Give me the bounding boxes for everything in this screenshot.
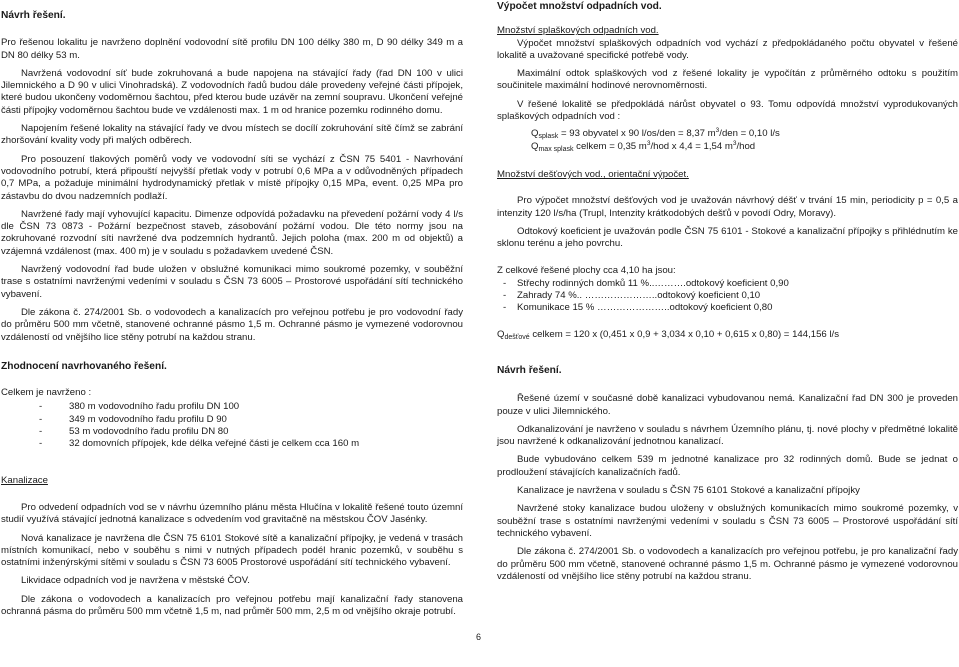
paragraph-narust-obyvatel: V řešené lokalitě se předpokládá nárůst obyvatel o 93. Tomu odpovídá množství vyprodukovaných splaškových odpadních vod : [497, 98, 958, 123]
paragraph-maximalni-odtok: Maximální odtok splaškových vod z řešené lokality je vypočítán z průměrného odtoku s použitím součinitele maximální hodinové nerovnoměrnosti. [497, 68, 958, 92]
heading-vypocet: Výpočet množství odpadních vod. [497, 1, 662, 12]
paragraph-tlakove-pomery: Pro posouzení tlakových poměrů vody ve vodovodní síti se vychází z ČSN 75 5401 - Navrhování vodovodního potrubí, která připouští nejvyšší přetlak vody v potrubí 0,6 MPa a v odůvodněných případech 0,7 MPa, a požaduje minimální hydrodynamický přetlak v místě přípojky 0,15 MPa, event. 0,25 MPa pro zástavbu do dvou nadzemních podlaží. [1, 153, 463, 202]
list-item: - 380 m vodovodního řadu profilu DN 100 [39, 401, 240, 413]
summary-list [1, 401, 463, 450]
paragraph-kapacita: Navržené řady mají vyhovující kapacitu. Dimenze odpovídá požadavku na převedení požární vody 4 l/s dle ČSN 73 0873 - Požární bezpečnost staveb, zásobování požární vodou. Dle této normy jsou na zokruhované rozvodní síti navržené dva podzemních hydrantů. Jejich poloha (max. 200 m od objektů) a vzájemná vzdálenost (max. 400 m) je v souladu s požadavkem uvedené ČSN. [1, 208, 463, 257]
heading-zhodnoceni: Zhodnocení navrhovaného řešení. [1, 360, 167, 372]
paragraph-splaskove-vypocet: Výpočet množství splaškových odpadních vod vychází z předpokládaného počtu obyvatel v řešené lokalitě a uvažované specifické potřebě vody. [497, 37, 958, 61]
paragraph-odkanalizovani: Odkanalizování je navrženo v souladu s návrhem Územního plánu, tj. nové plochy v předmětné lokalitě jsou navržené k odkanalizování jednotnou kanalizací. [497, 423, 958, 448]
list-item: - Zahrady 74 %.. …………………..odtokový koeficient 0,10 [503, 290, 761, 302]
heading-kanalizace: Kanalizace [1, 474, 48, 486]
list-item: - 53 m vodovodního řadu profilu DN 80 [39, 426, 229, 438]
summary-intro: Celkem je navrženo : [1, 387, 92, 399]
paragraph-navrhovy-dest: Pro výpočet množství dešťových vod je uvažován návrhový déšť v trvání 15 min, periodicity p = 0,5 a intenzity 120 l/s/ha (Trupl, Intenzity krátkodobých dešťů v povodí Odry, Moravy). [497, 195, 958, 219]
paragraph-likvidace: Likvidace odpadních vod je navržena v městské ČOV. [21, 575, 250, 587]
paragraph-zokruhovani: Napojením řešené lokality na stávající řady ve dvou místech se docílí zokruhování sítě čímž se zabrání zhoršování kvality vody při malých odběrech. [1, 123, 463, 147]
paragraph-csn-kanalizace: Kanalizace je navržena v souladu s ČSN 75 6101 Stokové a kanalizační přípojky [517, 485, 860, 497]
list-item: - 32 domovních přípojek, kde délka veřejné části je celkem cca 160 m [39, 438, 360, 450]
list-item: - Komunikace 15 % …………………..odtokový koeficient 0,80 [503, 302, 773, 314]
paragraph-zakon-ochranne-pasmo: Dle zákona č. 274/2001 Sb. o vodovodech a kanalizacích pro veřejnou potřebu, je pro kanalizační řady do průměru 500 mm včetně, stanovené ochranné pásmo 1,5 m. Ochranné pásmo je vymezené vodorovnou vzdáleností od vnějšího lice stěny potrubí na každou stranu. [497, 546, 958, 582]
paragraph-odtokovy-koeficient: Odtokový koeficient je uvažován podle ČSN 75 6101 - Stokové a kanalizační přípojky s přihlédnutím ke sklonu terénu a jeho povrchu. [497, 225, 958, 250]
formula-q-destove: $Q_{dešťové}$ celkem = 120 x (0,451 x 0,9 + 3,034 x 0,10 + 0,615 x 0,80) = 144,156 l/s [497, 328, 840, 341]
koeficient-list [497, 278, 958, 315]
formula-q-splask: $Q_{splask} = 93$ obyvatel x 90 l/os/den = 8,37 $m^3$/den = 0,10 l/s [531, 127, 780, 141]
plocha-intro: Z celkové řešené plochy cca 4,10 ha jsou: [497, 265, 676, 277]
paragraph-ochranne-pasmo: Dle zákona č. 274/2001 Sb. o vodovodech a kanalizacích pro veřejnou potřebu je pro vodovodní řady do průměru 500 mm včetně, stanovené ochranné pásmo 1,5 m. Ochranné pásmo je vymezené vodorovnou vzdáleností od vnějšího lice stěny potrubí na každou stranu. [1, 306, 463, 343]
formula-q-max-splask: $Q_{max splask}$ celkem = 0,35 $m^3$/hod x 4,4 = 1,54 $m^3$/hod [531, 139, 756, 153]
paragraph-ochranna-pasma-kanalizace: Dle zákona o vodovodech a kanalizacích pro veřejnou potřebu mají kanalizační řady stanovena ochranná pásma do průměru 500 mm včetně 1,5 m, nad průměr 500 mm, 2,5 m od vnějšího okraje potrubí. [1, 593, 463, 617]
heading-splaskove-vody: Množství splaškových odpadních vod. [497, 25, 659, 37]
paragraph-doplneni-site: Pro řešenou lokalitu je navrženo doplnění vodovodní sítě profilu DN 100 délky 380 m, D 90 délky 349 m a DN 80 délky 53 m. [1, 37, 463, 61]
paragraph-ulozeni-radu: Navržený vodovodní řad bude uložen v obslužné komunikaci mimo soukromé pozemky, v souběžní trase s ostatními navrženými vedeními v souladu s ČSN 73 6005 – Prostorové uspořádání sítí technického vybavení. [1, 264, 463, 300]
paragraph-nova-kanalizace: Nová kanalizace je navržena dle ČSN 75 6101 Stokové sítě a kanalizační přípojky, je vedená v trasách místních komunikací, nebo v souběhu s nimi v nutných případech podél hranic pozemků, v souběhu s ostatními inženýrskými sítěmi v souladu s ČSN 73 6005 Prostorové uspořádání sítí technického vybavení. [1, 532, 463, 569]
right-column [497, 0, 958, 583]
page-number: 6 [476, 632, 482, 642]
left-column [1, 0, 463, 618]
heading-destove-vody: Množství dešťových vod., orientační výpočet. [497, 168, 689, 180]
paragraph-odvedeni-vod: Pro odvedení odpadních vod se v návrhu územního plánu města Hlučína v lokalitě řešené touto územní studií využívá stávající jednotná kanalizace s odvedením vod gravitačně na městskou ČOV Jasénky. [1, 501, 463, 526]
heading-navrh-reseni: Návrh řešení. [1, 10, 66, 21]
paragraph-soucasny-stav: Řešené území v současné době kanalizaci vybudovanou nemá. Kanalizační řad DN 300 je proveden pouze v ulici Jilemnického. [497, 393, 958, 417]
list-item: - 349 m vodovodního řadu profilu D 90 [39, 413, 227, 425]
paragraph-ulozeni-stok: Navržené stoky kanalizace budou uloženy v obslužných komunikacích mimo soukromé pozemky, v souběžní trase s ostatními navrženými vedeními v souladu s ČSN 73 6005 – Prostorové uspořádání sítí technického vybavení. [497, 503, 958, 539]
list-item: - Střechy rodinných domků 11 %..……….odtokový koeficient 0,90 [503, 277, 789, 289]
heading-navrh-reseni-kanalizace: Návrh řešení. [497, 364, 562, 376]
paragraph-napojeni: Navržená vodovodní síť bude zokruhovaná a bude napojena na stávající řady (řad DN 100 v ulici Jilemnického a D 90 v ulici Vinohradská). Z vodovodních řadů budou dále provedeny veřejné části přípojek, které budou ukončeny vodoměrnou šachtou, před kterou bude uzávěr na zemní soupravu. Ukončení veřejné části přípojky vodoměrnou šachtou bude ve vzdálenosti max. 1 m od hranice pozemku rodinného domu. [1, 67, 463, 116]
paragraph-delka-kanalizace: Bude vybudováno celkem 539 m jednotné kanalizace pro 32 rodinných domů. Bude se jednat o prodloužení stávajících kanalizačních řadů. [497, 454, 958, 478]
